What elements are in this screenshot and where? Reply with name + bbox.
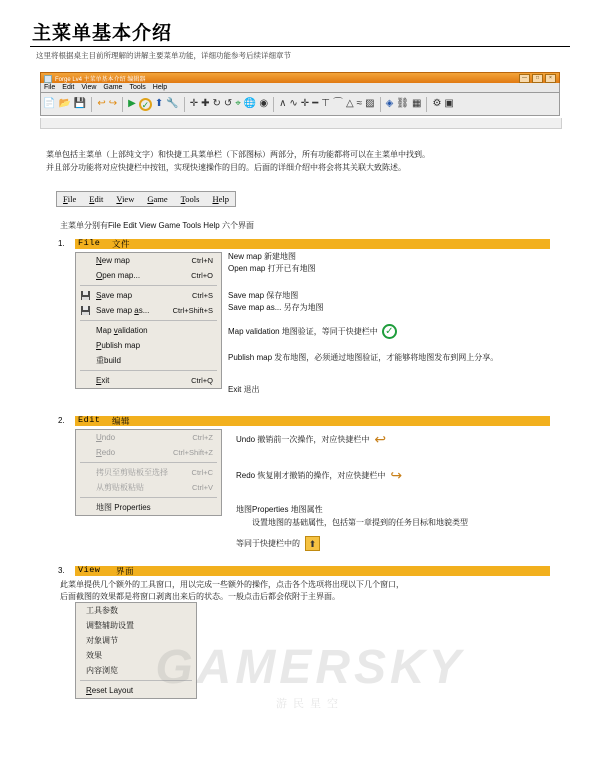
grid-icon[interactable]: ▦ <box>412 98 422 109</box>
window-menubar <box>40 83 560 93</box>
menu-item-save-map-shortcut: Ctrl+S <box>191 291 213 300</box>
section-2-label: Edit <box>78 415 101 425</box>
menubar-item-edit[interactable]: Edit <box>89 194 104 204</box>
menu-item-redo-shortcut: Ctrl+Shift+Z <box>172 448 213 457</box>
section-3-label-cn: 界面 <box>116 566 135 576</box>
annotation-map-properties-detail: 设置地图的基础属性，包括第一章提到的任务目标和地貌类型 <box>252 518 468 527</box>
menu-item-exit-shortcut: Ctrl+Q <box>191 376 213 385</box>
annotation-save-map: Save map 保存地图 <box>228 291 299 300</box>
main-menubar-screenshot <box>56 191 236 207</box>
move-tool-icon[interactable]: ✛ <box>189 98 199 109</box>
menu-item-exit[interactable] <box>76 373 221 388</box>
menu-item-paste-shortcut: Ctrl+V <box>191 483 213 492</box>
settings-icon[interactable]: ⚙ <box>432 98 442 109</box>
page-subtitle: 这里将根据桌主目前所理解的讲解主要菜单功能，详细功能参考后续详细章节 <box>36 51 291 60</box>
menu-item-redo-label: Redo <box>96 448 116 457</box>
terrain-icon[interactable]: ⌒ <box>332 98 343 109</box>
minus-tool-icon[interactable]: ━ <box>312 98 319 109</box>
snap-icon[interactable]: ⌖ <box>235 98 241 109</box>
app-icon <box>44 75 52 83</box>
water-icon[interactable]: ≈ <box>356 98 363 109</box>
intro-line-2: 并且部分功能将对应快捷栏中按钮，实现快速操作的目的。后面的详细介绍中将会将其关联大致陈述。 <box>46 163 406 172</box>
new-file-icon[interactable]: 📄 <box>43 98 56 109</box>
menu-item-exit-label: Exit <box>96 376 110 385</box>
section-3-bar <box>75 566 550 576</box>
editor-toolbar-screenshot <box>40 72 560 116</box>
menu-item-new-map[interactable] <box>76 253 221 268</box>
menubar-item-game[interactable]: Game <box>147 194 168 204</box>
section-2-label-cn: 编辑 <box>112 416 131 426</box>
menu-item-adjust-settings[interactable] <box>76 618 196 633</box>
menu-item-new-map-shortcut: Ctrl+N <box>191 256 213 265</box>
menubar-item-tools[interactable]: Tools <box>180 194 200 204</box>
annotation-open-map: Open map 打开已有地图 <box>228 264 316 273</box>
menu-item-open-map[interactable] <box>76 268 221 283</box>
layout-icon[interactable]: ▣ <box>444 98 454 109</box>
add-icon[interactable]: ✚ <box>201 98 210 109</box>
annotation-view-line-1: 此菜单提供几个额外的工具窗口，用以完成一些额外的操作，点击各个选项将出现以下几个窗口， <box>60 580 404 589</box>
plus-tool-icon[interactable]: ✛ <box>300 98 310 109</box>
menu-divider <box>80 462 217 463</box>
menu-item-content-browser-label: 内容浏览 <box>86 666 118 675</box>
menu-item-rebuild[interactable] <box>76 353 221 368</box>
annotation-exit: Exit 退出 <box>228 385 260 394</box>
menu-item-open-map-label: Open map... <box>96 271 141 280</box>
menu-item-map-validation[interactable] <box>76 323 221 338</box>
menubar-item-view[interactable]: View <box>116 194 135 204</box>
section-1-label: File <box>78 238 101 248</box>
menu-item-rebuild-label: 重build <box>96 356 121 365</box>
section-3-number: 3. <box>58 566 65 575</box>
menu-item-save-map-as[interactable] <box>76 303 221 318</box>
menu-game[interactable]: Game <box>103 84 123 91</box>
redo-icon[interactable]: ↪ <box>108 98 118 109</box>
menu-item-save-map[interactable] <box>76 288 221 303</box>
annotation-map-properties: 地图Properties 地图属性 <box>236 505 323 514</box>
annotation-map-validation: Map validation 地图验证，等同于快捷栏中 ✓ <box>228 324 397 339</box>
edit-menu-dropdown <box>75 429 222 516</box>
menu-item-redo[interactable] <box>76 445 221 460</box>
open-folder-icon[interactable]: 📂 <box>58 98 71 109</box>
window-toolbar <box>40 93 560 116</box>
window-minimize-button[interactable]: — <box>519 74 530 83</box>
annotation-map-properties-shortcut: 等同于快捷栏中的 ⬆ <box>236 536 320 551</box>
save-icon <box>79 290 91 301</box>
annotation-save-map-as: Save map as... 另存为地图 <box>228 303 324 312</box>
map-properties-icon: ⬆ <box>305 536 320 551</box>
menu-item-save-map-as-label: Save map as... <box>96 306 150 315</box>
section-1-number: 1. <box>58 239 65 248</box>
title-divider <box>30 46 570 47</box>
menu-item-map-properties-label: 地图 Properties <box>96 503 151 512</box>
menu-divider <box>80 285 217 286</box>
menubar-caption: 主菜单分别有File Edit View Game Tools Help 六个界面 <box>60 221 254 230</box>
menu-item-save-map-label: Save map <box>96 291 133 300</box>
rotate-tool-icon[interactable]: ↻ <box>212 98 221 109</box>
section-2-number: 2. <box>58 416 65 425</box>
publish-icon[interactable]: ⬆ <box>154 98 164 109</box>
menubar-item-help[interactable]: Help <box>212 194 229 204</box>
annotation-redo: Redo 恢复刚才撤销的操作，对应快捷栏中 ↪ <box>236 467 403 483</box>
menu-item-publish-map[interactable] <box>76 338 221 353</box>
annotation-view-line-2: 后面截图的效果都是将窗口剥离出来后的状态。一般点击后都会依附于主界面。 <box>60 592 340 601</box>
menu-divider <box>80 497 217 498</box>
menu-item-adjust-settings-label: 调整辅助设置 <box>86 621 134 630</box>
paint-icon[interactable]: ▨ <box>365 98 375 109</box>
menu-item-publish-map-label: Publish map <box>96 341 141 350</box>
intro-line-1: 菜单包括主菜单（上部纯文字）和快捷工具菜单栏（下部图标）两部分，所有功能都将可以在主菜单中找到。 <box>46 150 430 159</box>
menu-item-map-validation-label: Map validation <box>96 326 148 335</box>
menu-divider <box>80 320 217 321</box>
menu-item-undo[interactable] <box>76 430 221 445</box>
watermark-subtext: 游民星空 <box>276 698 344 710</box>
menu-view[interactable]: View <box>81 84 97 91</box>
window-maximize-button[interactable]: □ <box>532 74 543 83</box>
window-titlebar <box>40 72 560 83</box>
menu-item-undo-shortcut: Ctrl+Z <box>192 433 213 442</box>
menubar-item-file[interactable]: File <box>63 194 77 204</box>
undo-icon[interactable]: ↩ <box>97 98 106 109</box>
menu-item-object-adjust-label: 对象调节 <box>86 636 118 645</box>
redo-icon: ↪ <box>390 467 403 483</box>
save-as-icon <box>79 305 91 316</box>
window-title-text: Forge Lv4 主菜单基本介绍 编辑器 <box>55 77 146 83</box>
play-icon[interactable]: ▶ <box>128 98 136 109</box>
annotation-new-map: New map 新建地图 <box>228 252 297 261</box>
menu-item-copy[interactable] <box>76 465 221 480</box>
curve-icon[interactable]: ∿ <box>289 98 298 109</box>
watermark-text: GAMERSKY <box>155 641 465 694</box>
menu-item-open-map-shortcut: Ctrl+O <box>191 271 213 280</box>
wrench-icon[interactable]: 🔧 <box>166 98 179 109</box>
section-3-label: View <box>78 565 101 575</box>
scale-tool-icon[interactable]: ↺ <box>223 98 233 109</box>
menu-file[interactable]: File <box>44 84 56 91</box>
validate-check-icon[interactable]: ✓ <box>139 98 152 111</box>
menu-item-copy-shortcut: Ctrl+C <box>191 468 213 477</box>
globe-icon[interactable]: 🌐 <box>243 98 257 109</box>
toolbar-empty-canvas <box>40 118 562 129</box>
menu-item-save-map-as-shortcut: Ctrl+Shift+S <box>172 306 213 315</box>
section-2-bar <box>75 416 550 426</box>
file-menu-dropdown <box>75 252 222 389</box>
light-icon[interactable]: ∧ <box>279 98 287 109</box>
menu-item-effects-label: 效果 <box>86 651 102 660</box>
menu-tools[interactable]: Tools <box>129 84 146 91</box>
validate-check-icon: ✓ <box>382 324 397 339</box>
annotation-publish-map: Publish map 发布地图，必须通过地图验证，才能够将地图发布到网上分享。 <box>228 353 499 362</box>
menu-item-new-map-label: New map <box>96 256 130 265</box>
menu-item-paste-label: 从剪贴板粘贴 <box>96 483 144 492</box>
menu-item-reset-layout-label: Reset Layout <box>86 686 134 695</box>
menu-item-paste[interactable] <box>76 480 221 495</box>
camera-icon[interactable]: ◉ <box>259 98 269 109</box>
undo-icon: ↩ <box>374 431 387 447</box>
menu-edit[interactable]: Edit <box>62 84 75 91</box>
window-close-button[interactable]: × <box>545 74 556 83</box>
object-icon[interactable]: ◈ <box>385 98 394 109</box>
menu-item-tool-params-label: 工具参数 <box>86 606 118 615</box>
page-title: 主菜单基本介绍 <box>32 23 173 44</box>
menu-item-map-properties[interactable] <box>76 500 221 515</box>
annotation-undo: Undo 撤销前一次操作，对应快捷栏中 ↩ <box>236 431 387 447</box>
mountain-icon[interactable]: △ <box>345 98 354 109</box>
section-1-bar <box>75 239 550 249</box>
section-1-label-cn: 文件 <box>112 239 131 249</box>
menu-divider <box>80 370 217 371</box>
transform-icon[interactable]: ⊤ <box>321 98 330 109</box>
link-icon[interactable]: ⛓ <box>396 98 409 109</box>
menu-item-copy-label: 拷贝至剪贴板至选择 <box>96 468 168 477</box>
menu-item-tool-params[interactable] <box>76 603 196 618</box>
menu-item-undo-label: Undo <box>96 433 116 442</box>
save-icon[interactable]: 💾 <box>73 98 87 109</box>
menu-help[interactable]: Help <box>152 84 168 91</box>
